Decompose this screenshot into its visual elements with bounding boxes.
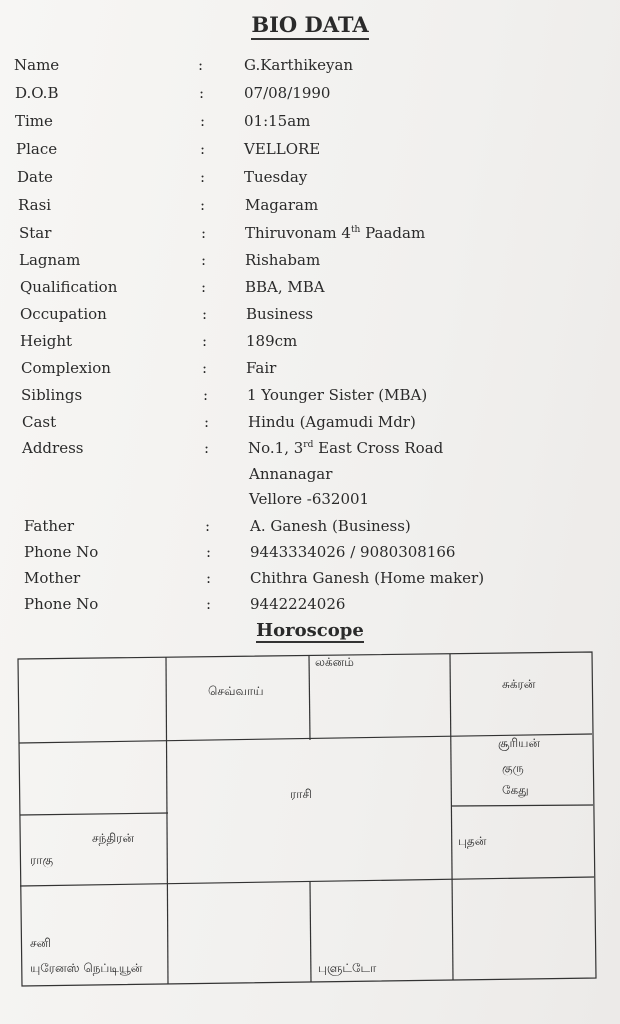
- field-value: 9442224026: [250, 595, 346, 613]
- grid-outer-border: [18, 652, 596, 986]
- pluto-label: புளுட்டோ: [318, 961, 377, 975]
- lagnam-label: லக்னம்: [315, 655, 354, 669]
- puthan-label: புதன்: [458, 834, 487, 848]
- grid-line-h2: [20, 813, 168, 815]
- field-label: Complexion: [21, 359, 111, 377]
- field-colon: :: [200, 112, 206, 130]
- field-label: Lagnam: [19, 251, 81, 269]
- field-colon: :: [206, 543, 212, 561]
- field-label: Father: [24, 517, 75, 535]
- santhiran-label: சந்திரன்: [92, 831, 135, 845]
- sukran-label: சுக்ரன்: [502, 677, 536, 691]
- field-label: D.O.B: [15, 84, 59, 102]
- field-label: Occupation: [20, 305, 107, 323]
- field-value: Business: [246, 305, 314, 323]
- field-label: Star: [19, 224, 52, 242]
- field-label: Siblings: [21, 386, 83, 404]
- field-colon: :: [202, 359, 208, 377]
- sani-label: சனி: [30, 936, 51, 950]
- grid-line-v4: [450, 654, 453, 980]
- field-label: Height: [20, 332, 73, 350]
- field-value: 1 Younger Sister (MBA): [247, 386, 428, 404]
- kethu-label: கேது: [502, 783, 529, 797]
- field-colon: :: [206, 569, 212, 587]
- field-colon: :: [201, 224, 207, 242]
- horoscope-heading-text: Horoscope: [256, 620, 364, 641]
- field-value: Tuesday: [244, 168, 308, 186]
- field-colon: :: [202, 332, 208, 350]
- field-label: Name: [14, 56, 60, 74]
- field-label: Phone No: [24, 543, 99, 561]
- field-value: Thiruvonam 4th Paadam: [245, 224, 426, 242]
- field-label: Time: [15, 112, 53, 130]
- grid-line-h2b: [452, 805, 593, 806]
- field-label: Cast: [22, 413, 57, 431]
- field-value: Chithra Ganesh (Home maker): [250, 569, 485, 587]
- field-value: Magaram: [245, 196, 319, 214]
- field-value: BBA, MBA: [245, 278, 325, 296]
- field-colon: :: [201, 251, 207, 269]
- field-label: Place: [16, 140, 58, 158]
- field-label: Date: [17, 168, 53, 186]
- rasi-label: ராசி: [290, 787, 312, 801]
- field-colon: :: [204, 439, 210, 457]
- field-colon: :: [203, 386, 209, 404]
- field-colon: :: [200, 168, 206, 186]
- field-colon: :: [206, 595, 212, 613]
- field-label: Qualification: [20, 278, 118, 296]
- page-title: [0, 12, 620, 37]
- field-colon: :: [200, 196, 206, 214]
- field-colon: :: [200, 140, 206, 158]
- field-value: Rishabam: [245, 251, 321, 269]
- field-colon: :: [198, 56, 204, 74]
- grid-line-v2: [309, 656, 310, 740]
- field-value: A. Ganesh (Business): [250, 517, 411, 535]
- field-label: Rasi: [18, 196, 52, 214]
- field-value: No.1, 3rd East Cross Road: [248, 439, 444, 457]
- grid-line-v1: [166, 657, 168, 984]
- field-colon: :: [201, 278, 207, 296]
- field-value: G.Karthikeyan: [244, 56, 354, 74]
- horoscope-heading: [0, 620, 620, 641]
- field-value: 01:15am: [244, 112, 311, 130]
- grid-line-v3: [310, 882, 311, 982]
- field-value: VELLORE: [244, 140, 321, 158]
- field-colon: :: [202, 305, 208, 323]
- field-label: Address: [22, 439, 84, 457]
- field-value: 189cm: [246, 332, 298, 350]
- field-colon: :: [205, 517, 211, 535]
- guru-label: குரு: [502, 761, 524, 775]
- field-label: Phone No: [24, 595, 99, 613]
- grid-line-h3: [20, 877, 594, 886]
- field-value: 9443334026 / 9080308166: [250, 543, 456, 561]
- field-value: 07/08/1990: [244, 84, 331, 102]
- address-line: Vellore -632001: [249, 490, 370, 508]
- field-label: Mother: [24, 569, 81, 587]
- address-line: Annanagar: [249, 465, 333, 483]
- field-colon: :: [204, 413, 210, 431]
- sevvai-label: செவ்வாய்: [208, 684, 264, 698]
- title-text: BIO DATA: [251, 12, 368, 40]
- uranus-neptune-label: யுரேனஸ் நெப்டியூன்: [30, 961, 143, 975]
- raagu-label: ராகு: [30, 853, 54, 867]
- field-value: Hindu (Agamudi Mdr): [248, 413, 416, 431]
- field-colon: :: [199, 84, 205, 102]
- field-value: Fair: [246, 359, 277, 377]
- sooriyan-label: சூரியன்: [498, 736, 541, 750]
